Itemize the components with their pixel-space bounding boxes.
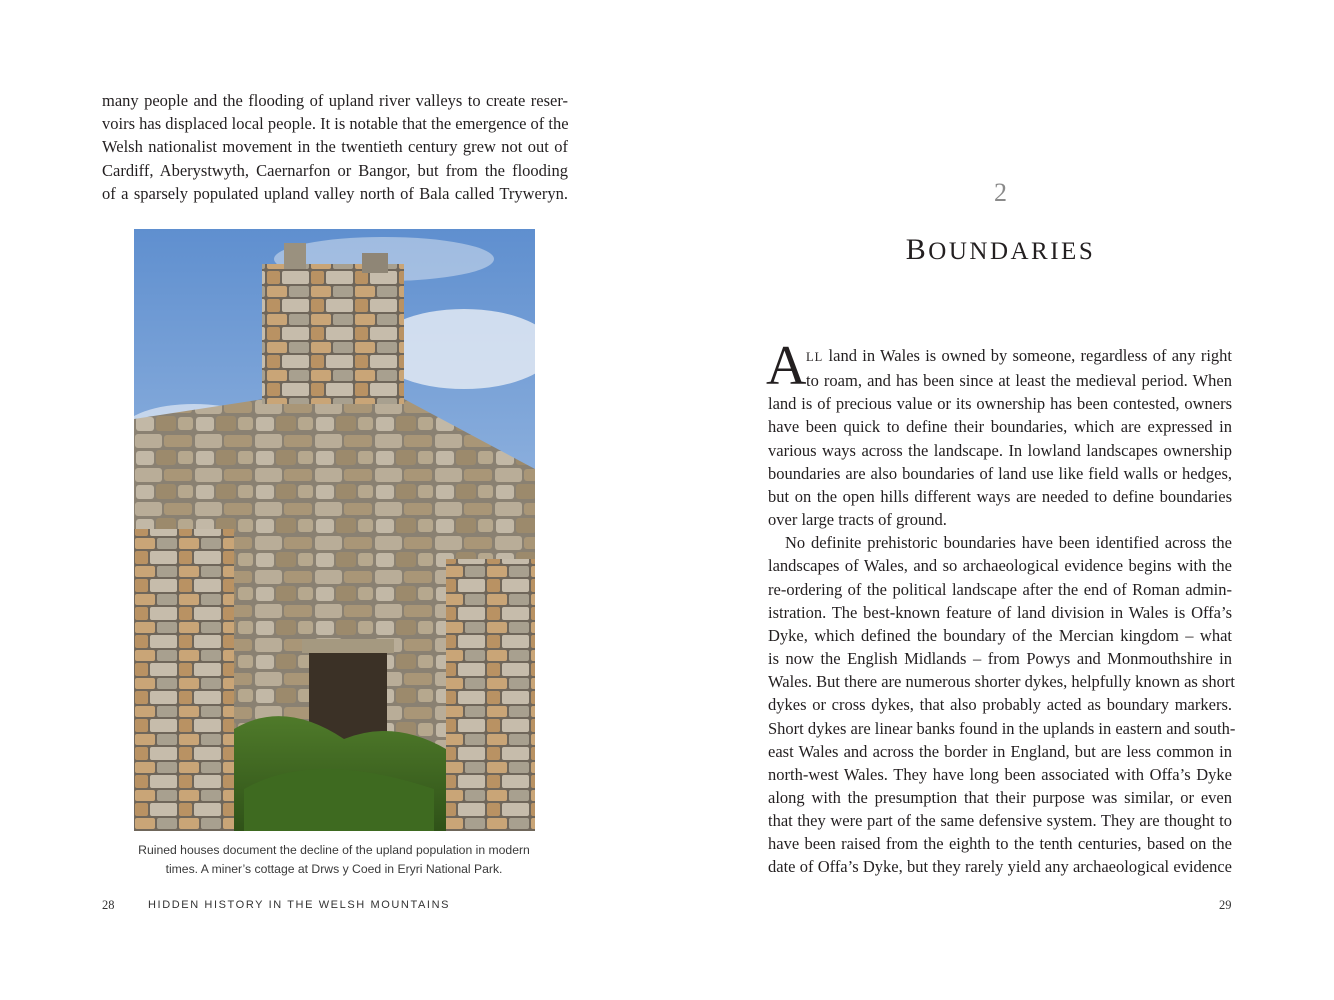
body-line: along with the presumption that their purpose was similar, or even xyxy=(768,787,1232,807)
body-line: that they were part of the same defensive system. They are thought to xyxy=(768,811,1232,831)
photo-caption xyxy=(120,841,548,878)
body-line: of a sparsely populated upland valley north of Bala called Tryweryn. xyxy=(102,183,568,203)
running-head: HIDDEN HISTORY IN THE WELSH MOUNTAINS xyxy=(148,899,451,911)
page-number-right: 29 xyxy=(1219,898,1232,912)
body-line: land is of precious value or its ownership has been contested, owners xyxy=(768,394,1232,414)
smallcaps-lead: LL xyxy=(806,350,824,364)
body-line: Cardiff, Aberystwyth, Caernarfon or Bangor, but from the flooding xyxy=(102,160,568,180)
body-line: Short dykes are linear banks found in the uplands in eastern and south- xyxy=(768,718,1236,738)
body-line: Dyke, which defined the boundary of the Mercian kingdom – what xyxy=(768,625,1232,645)
right-page xyxy=(667,0,1334,1000)
body-line: is now the English Midlands – from Powys and Monmouthshire in xyxy=(768,649,1232,669)
body-line: dykes or cross dykes, that also probably acted as boundary markers. xyxy=(768,695,1232,715)
body-line: istration. The best-known feature of land division in Wales is Offa’s xyxy=(768,602,1232,622)
body-line: re-ordering of the political landscape after the end of Roman admin- xyxy=(768,579,1232,599)
caption-line: times. A miner’s cottage at Drws y Coed in Eryri National Park. xyxy=(165,861,503,876)
body-line: date of Offa’s Dyke, but they rarely yield any archaeological evidence xyxy=(768,857,1232,877)
body-line: to roam, and has been since at least the medieval period. When xyxy=(806,371,1232,391)
page-number-left: 28 xyxy=(102,898,115,912)
body-line xyxy=(768,344,1232,369)
body-line: but on the open hills different ways are needed to define boundaries xyxy=(768,486,1232,506)
body-line: various ways across the landscape. In lowland landscapes ownership xyxy=(768,440,1232,460)
chapter-title-initial: B xyxy=(905,233,929,266)
body-line: many people and the flooding of upland river valleys to create reser- xyxy=(102,91,568,110)
chapter-title-rest: OUNDARIES xyxy=(928,238,1096,265)
drop-cap: A xyxy=(766,335,807,397)
body-line: boundaries are also boundaries of land use like field walls or hedges, xyxy=(768,463,1232,483)
ruined-cottage-photo xyxy=(134,229,535,831)
body-line: No definite prehistoric boundaries have been identified across the xyxy=(785,533,1232,553)
body-line: have been quick to define their boundaries, which are expressed in xyxy=(768,417,1232,437)
caption-line: Ruined houses document the decline of the upland population in modern xyxy=(138,843,530,857)
body-line: Welsh nationalist movement in the twentieth century grew not out of xyxy=(102,137,568,157)
right-body-text xyxy=(768,344,1236,879)
body-line: north-west Wales. They have long been associated with Offa’s Dyke xyxy=(768,764,1232,784)
first-line-rest: land in Wales is owned by someone, regardless of any right xyxy=(823,346,1232,365)
chapter-title xyxy=(667,233,1334,267)
chapter-number: 2 xyxy=(994,178,1007,207)
body-line: over large tracts of ground. xyxy=(768,510,947,530)
body-line: voirs has displaced local people. It is notable that the emergence of the xyxy=(102,114,569,134)
body-line: Wales. But there are numerous shorter dykes, helpfully known as short xyxy=(768,672,1235,692)
left-body-text xyxy=(102,89,568,205)
body-line: have been raised from the eighth to the tenth centuries, based on the xyxy=(768,834,1232,854)
body-line: east Wales and across the border in England, but are less common in xyxy=(768,741,1232,761)
body-line: landscapes of Wales, and so archaeological evidence begins with the xyxy=(768,556,1232,576)
